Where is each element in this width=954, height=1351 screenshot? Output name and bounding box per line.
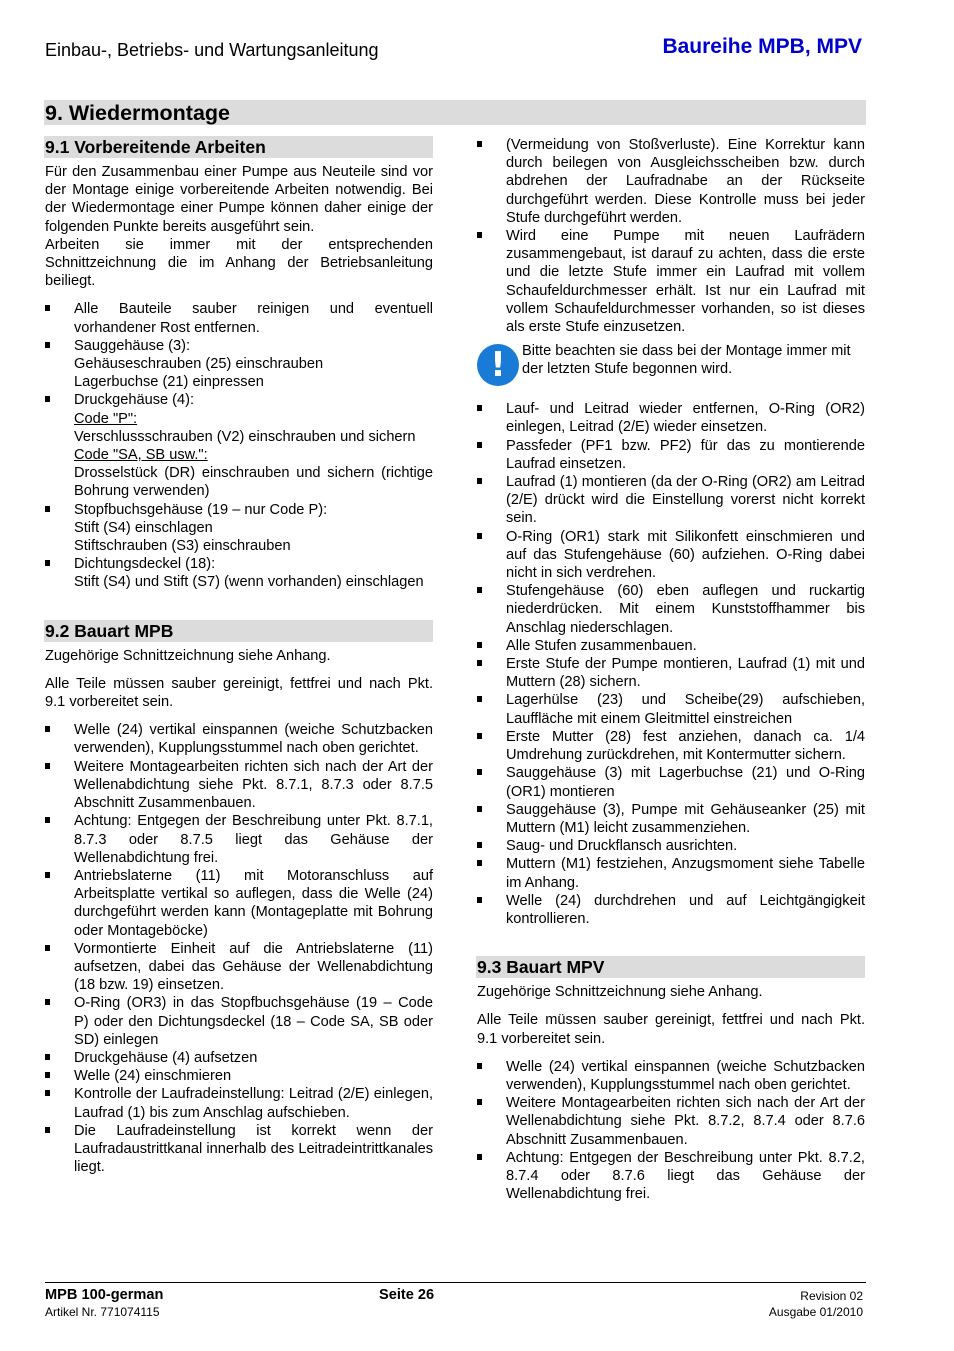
stage-assembly-list — [477, 400, 865, 928]
bullet-icon — [477, 478, 482, 484]
bullet-icon — [45, 396, 50, 402]
list-item: Lagerhülse (23) und Scheibe(29) aufschieben, Lauffläche mit einem Gleitmittel einstreichen — [477, 691, 865, 727]
bullet-icon — [477, 141, 482, 147]
bullet-icon — [477, 696, 482, 702]
paragraph: Für den Zusammenbau einer Pumpe aus Neuteile sind vor der Montage einige vorbereitende Arbeiten notwendig. Bei der Wiedermontage einer Pumpe können daher einige der folgenden Punkte bereits ausgeführt sein. — [45, 164, 433, 235]
bullet-icon — [45, 342, 50, 348]
mpv-assembly-list — [477, 1058, 865, 1204]
bullet-icon — [477, 842, 482, 848]
mpb-assembly-list — [45, 721, 433, 1176]
bullet-icon — [45, 1127, 50, 1133]
exclamation-icon: ! — [477, 344, 519, 386]
list-item: Druckgehäuse (4): Code "P": Verschlussschrauben (V2) einschrauben und sichern Code "SA, SB usw.": Drosselstück (DR) einschrauben und sichern (richtige Bohrung verwenden) — [45, 391, 433, 500]
bullet-icon — [45, 305, 50, 311]
bullet-icon — [477, 1154, 482, 1160]
list-item: Vormontierte Einheit auf die Antriebslaterne (11) aufsetzen, dabei das Gehäuse der Wellenabdichtung (18 bzw. 19) einsetzen. — [45, 940, 433, 995]
list-item: Welle (24) vertikal einspannen (weiche Schutzbacken verwenden), Kupplungsstummel nach oben gerichtet. — [45, 721, 433, 757]
footer-page-number: Seite 26 — [379, 1287, 435, 1303]
footer-divider — [45, 1282, 866, 1283]
list-item: O-Ring (OR3) in das Stopfbuchsgehäuse (19 – Code P) oder den Dichtungsdeckel (18 – Code SA, SB oder SD) einlegen — [45, 994, 433, 1049]
bullet-icon — [45, 763, 50, 769]
list-item: Stufengehäuse (60) eben auflegen und ruckartig niederdrücken. Mit einem Kunststoffhammer bis Anschlag niederschlagen. — [477, 582, 865, 637]
list-item: Muttern (M1) festziehen, Anzugsmoment siehe Tabelle im Anhang. — [477, 855, 865, 891]
code-label: Code "SA, SB usw.": — [74, 447, 208, 464]
footer-doc-name: MPB 100-german — [45, 1287, 164, 1303]
bullet-icon — [477, 806, 482, 812]
list-item: Dichtungsdeckel (18): Stift (S4) und Stift (S7) (wenn vorhanden) einschlagen — [45, 555, 433, 591]
list-item: Erste Stufe der Pumpe montieren, Laufrad (1) mit und Muttern (28) sichern. — [477, 655, 865, 691]
bullet-icon — [477, 533, 482, 539]
list-item: Antriebslaterne (11) mit Motoranschluss auf Arbeitsplatte vertikal so auflegen, dass die Welle (24) durchgeführt werden kann (Montageplatte mit Bohrung oder Montageböcke) — [45, 867, 433, 940]
chapter-heading: 9. Wiedermontage — [44, 100, 866, 125]
section-heading-9-1: 9.1 Vorbereitende Arbeiten — [44, 136, 433, 158]
code-label: Code "P": — [74, 410, 138, 427]
bullet-icon — [45, 560, 50, 566]
paragraph: Zugehörige Schnittzeichnung siehe Anhang. — [45, 647, 331, 664]
bullet-icon — [477, 769, 482, 775]
list-item: Alle Bauteile sauber reinigen und eventuell vorhandener Rost entfernen. — [45, 300, 433, 336]
list-item: Sauggehäuse (3), Pumpe mit Gehäuseanker (25) mit Muttern (M1) leicht zusammenziehen. — [477, 801, 865, 837]
paragraph: Zugehörige Schnittzeichnung siehe Anhang. — [477, 984, 763, 1001]
bullet-icon — [477, 897, 482, 903]
list-item: Stopfbuchsgehäuse (19 – nur Code P): Stift (S4) einschlagen Stiftschrauben (S3) einschrauben — [45, 501, 433, 556]
paragraph: Arbeiten sie immer mit der entsprechenden Schnittzeichnung die im Anhang der Betriebsanleitung beiliegt. — [45, 236, 433, 290]
footer-edition: Ausgabe 01/2010 — [768, 1305, 863, 1319]
section-heading-9-2: 9.2 Bauart MPB — [44, 620, 433, 642]
list-item: Kontrolle der Laufradeinstellung: Leitrad (2/E) einlegen, Laufrad (1) bis zum Anschlag aufschieben. — [45, 1085, 433, 1121]
list-item: Druckgehäuse (4) aufsetzen — [45, 1049, 433, 1067]
bullet-icon — [477, 733, 482, 739]
list-item: Welle (24) einschmieren — [45, 1067, 433, 1085]
paragraph: Alle Teile müssen sauber gereinigt, fettfrei und nach Pkt. 9.1 vorbereitet sein. — [45, 675, 433, 711]
preparation-list — [45, 300, 433, 591]
bullet-icon — [477, 1099, 482, 1105]
bullet-icon — [477, 587, 482, 593]
list-item: Sauggehäuse (3) mit Lagerbuchse (21) und O-Ring (OR1) montieren — [477, 764, 865, 800]
list-item: Welle (24) durchdrehen und auf Leichtgängigkeit kontrollieren. — [477, 892, 865, 928]
bullet-icon — [45, 1072, 50, 1078]
list-item: (Vermeidung von Stoßverluste). Eine Korrektur kann durch beilegen von Ausgleichsscheiben bzw. durch abdrehen der Laufradnabe an der Rückseite durchgeführt werden. Diese Kontrolle muss bei jeder Stufe durchgeführt werden. — [477, 136, 865, 227]
bullet-icon — [477, 442, 482, 448]
left-column — [45, 136, 433, 1176]
list-item: Lauf- und Leitrad wieder entfernen, O-Ring (OR2) einlegen, Leitrad (2/E) wieder einsetzen. — [477, 400, 865, 436]
bullet-icon — [45, 872, 50, 878]
list-item: Passfeder (PF1 bzw. PF2) für das zu montierende Laufrad einsetzen. — [477, 437, 865, 473]
notice-box — [477, 342, 865, 388]
list-item: Laufrad (1) montieren (da der O-Ring (OR2) am Leitrad (2/E) drückt wird die Einstellung vorerst nicht korrekt sein. — [477, 473, 865, 528]
bullet-icon — [45, 817, 50, 823]
list-item: Achtung: Entgegen der Beschreibung unter Pkt. 8.7.1, 8.7.3 oder 8.7.5 liegt das Gehäuse der Wellenabdichtung frei. — [45, 812, 433, 867]
bullet-icon — [45, 1090, 50, 1096]
series-title: Baureihe MPB, MPV — [662, 35, 862, 58]
footer-revision: Revision 02 — [800, 1289, 863, 1303]
section-heading-9-3: 9.3 Bauart MPV — [476, 956, 865, 978]
list-item: Achtung: Entgegen der Beschreibung unter Pkt. 8.7.2, 8.7.4 oder 8.7.6 liegt das Gehäuse der Wellenabdichtung frei. — [477, 1149, 865, 1204]
list-item: Weitere Montagearbeiten richten sich nach der Art der Wellenabdichtung siehe Pkt. 8.7.2, 8.7.4 oder 8.7.6 Abschnitt Zusammenbauen. — [477, 1094, 865, 1149]
bullet-icon — [477, 642, 482, 648]
list-item: Saug- und Druckflansch ausrichten. — [477, 837, 865, 855]
paragraph: Alle Teile müssen sauber gereinigt, fettfrei und nach Pkt. 9.1 vorbereitet sein. — [477, 1012, 865, 1047]
list-item: Alle Stufen zusammenbauen. — [477, 637, 865, 655]
bullet-icon — [477, 405, 482, 411]
footer-article-number: Artikel Nr. 771074115 — [45, 1305, 160, 1319]
header-title: Einbau-, Betriebs- und Wartungsanleitung — [45, 40, 379, 60]
mpb-assembly-list-cont — [477, 136, 865, 336]
list-item: O-Ring (OR1) stark mit Silikonfett einschmieren und auf das Stufengehäuse (60) aufziehen. O-Ring dabei nicht in sich verdrehen. — [477, 528, 865, 583]
list-item: Welle (24) vertikal einspannen (weiche Schutzbacken verwenden), Kupplungsstummel nach oben gerichtet. — [477, 1058, 865, 1094]
bullet-icon — [45, 945, 50, 951]
bullet-icon — [45, 1054, 50, 1060]
list-item: Sauggehäuse (3): Gehäuseschrauben (25) einschrauben Lagerbuchse (21) einpressen — [45, 337, 433, 392]
notice-text: Bitte beachten sie dass bei der Montage immer mit der letzten Stufe begonnen wird. — [522, 343, 851, 378]
list-item: Erste Mutter (28) fest anziehen, danach ca. 1/4 Umdrehung zurückdrehen, mit Kontermutter sichern. — [477, 728, 865, 764]
list-item: Die Laufradeinstellung ist korrekt wenn der Laufradaustrittkanal innerhalb des Leitradeintrittkanales liegt. — [45, 1122, 433, 1177]
bullet-icon — [477, 660, 482, 666]
bullet-icon — [45, 726, 50, 732]
bullet-icon — [477, 860, 482, 866]
right-column — [477, 136, 865, 1203]
bullet-icon — [477, 1063, 482, 1069]
bullet-icon — [45, 506, 50, 512]
list-item: Wird eine Pumpe mit neuen Laufrädern zusammengebaut, ist darauf zu achten, dass die erste und die letzte Stufe immer ein Laufrad mit vollem Schaufeldurchmesser erhält. Ist nur ein Laufrad mit vollem Schaufeldurchmesser vorhanden, so ist dieses als erste Stufe einzusetzen. — [477, 227, 865, 336]
bullet-icon — [45, 999, 50, 1005]
list-item: Weitere Montagearbeiten richten sich nach der Art der Wellenabdichtung siehe Pkt. 8.7.1, 8.7.3 oder 8.7.5 Abschnitt Zusammenbauen. — [45, 758, 433, 813]
bullet-icon — [477, 232, 482, 238]
